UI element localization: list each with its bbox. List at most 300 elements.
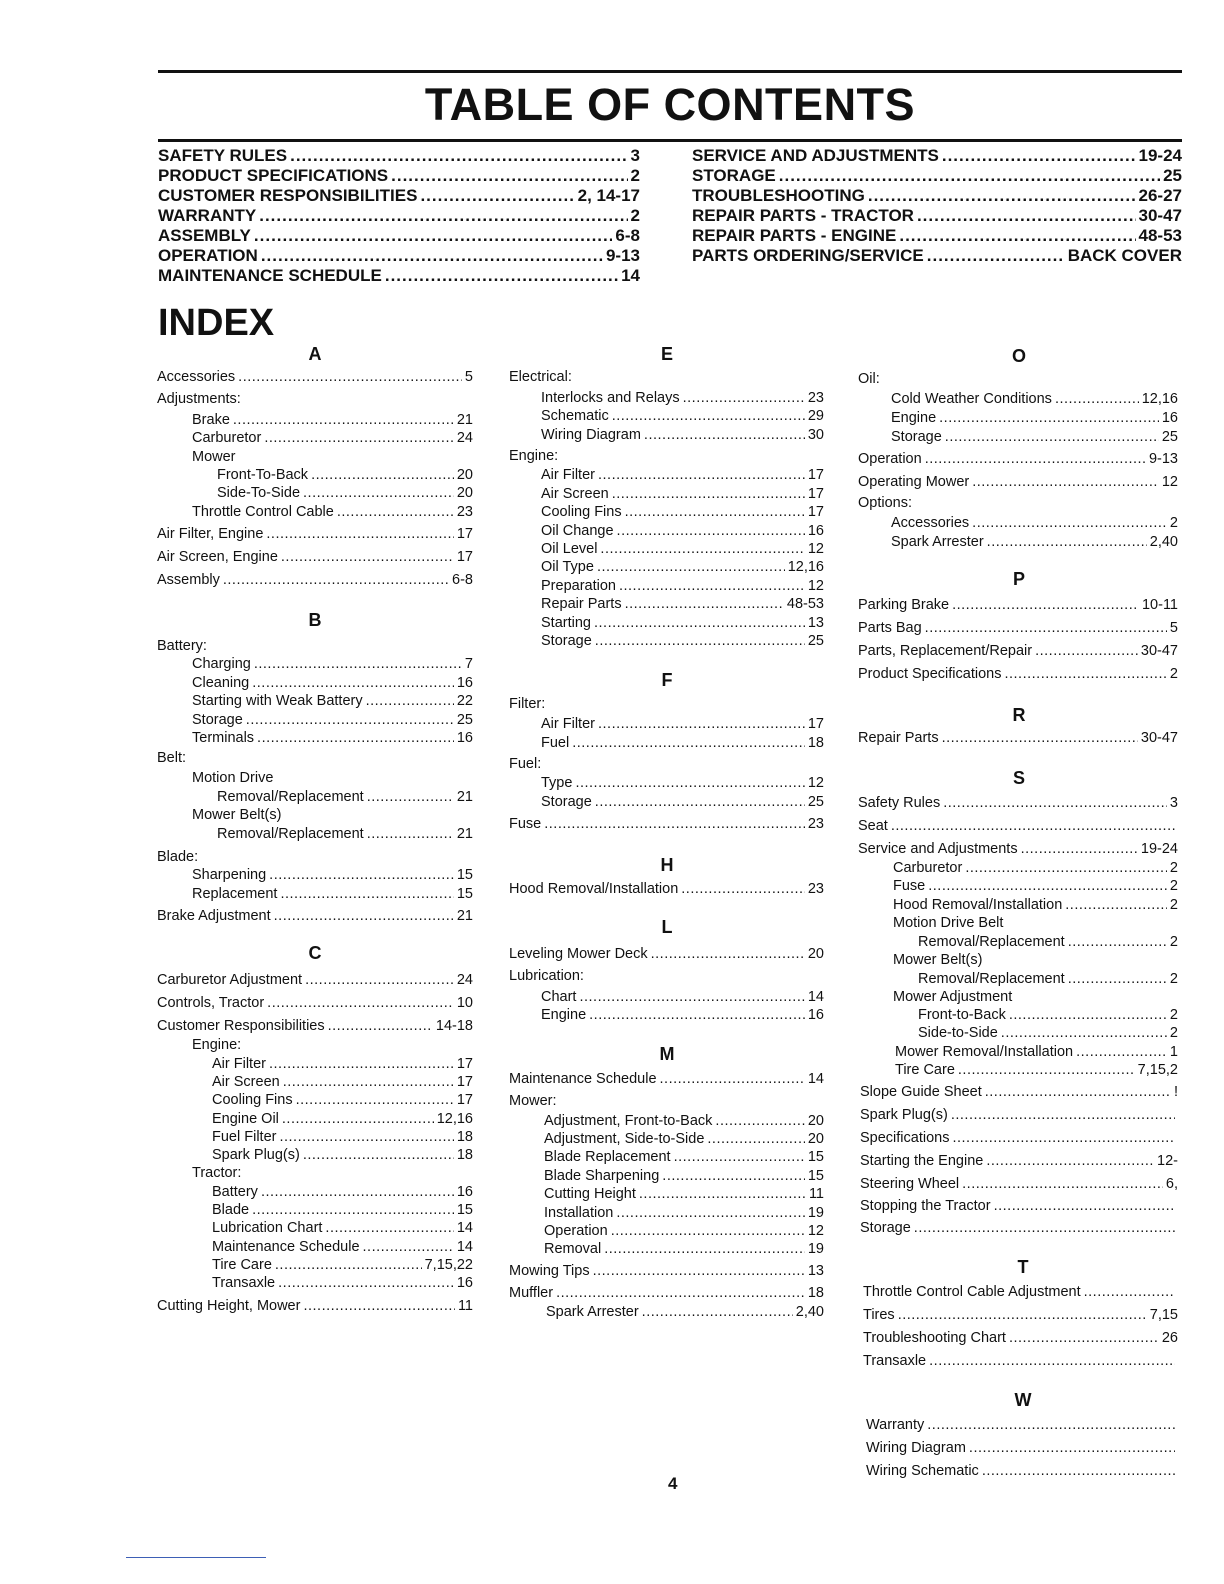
index-entry-label: Lubrication Chart: [212, 1220, 323, 1236]
index-entry-label: Options:: [858, 495, 912, 511]
index-entry-label: Blade:: [157, 849, 199, 865]
leader-dots: [598, 715, 805, 733]
index-entry: [509, 815, 824, 833]
index-entry-page: 23: [456, 504, 473, 520]
index-entry: [860, 1083, 1178, 1101]
index-entry: [860, 1175, 1178, 1193]
leader-dots: [246, 711, 454, 729]
leader-dots: [662, 1167, 805, 1185]
index-entry: [157, 971, 473, 989]
index-entry-label: Engine: [541, 1007, 587, 1023]
index-entry-label: Oil:: [858, 371, 880, 387]
index-entry: [541, 522, 824, 540]
index-entry: [918, 1024, 1178, 1042]
index-entry-label: Oil Type: [541, 559, 594, 575]
index-entry: [858, 370, 1178, 388]
index-entry: [157, 749, 473, 767]
index-entry: [192, 885, 473, 903]
index-entry-label: Fuel:: [509, 756, 542, 772]
index-entry-label: Tires: [863, 1307, 895, 1323]
index-entry: [891, 409, 1178, 427]
leader-dots: [303, 484, 454, 502]
index-entry-page: !: [1173, 1084, 1178, 1100]
index-entry-page: 2: [1169, 897, 1178, 913]
index-entry: [858, 450, 1178, 468]
leader-dots: [275, 1256, 422, 1274]
index-entry-label: Preparation: [541, 578, 616, 594]
index-entry-label: Air Filter: [212, 1056, 266, 1072]
index-entry: [192, 769, 473, 787]
leader-dots: [942, 146, 1136, 166]
index-entry: [217, 466, 473, 484]
leader-dots: [660, 1070, 805, 1088]
index-entry-label: Troubleshooting Chart: [863, 1330, 1006, 1346]
index-entry: [212, 1055, 473, 1073]
index-entry-label: Cutting Height: [544, 1186, 636, 1202]
index-entry: [858, 665, 1178, 683]
leader-dots: [283, 1073, 454, 1091]
index-entry-page: 14: [807, 1071, 824, 1087]
index-entry-page: 2: [1169, 878, 1178, 894]
letter-b: B: [308, 610, 322, 630]
leader-dots: [644, 426, 805, 444]
leader-dots: [337, 503, 454, 521]
leader-dots: [891, 817, 1175, 835]
index-entry-page: 10-11: [1141, 597, 1178, 613]
index-entry-page: 18: [456, 1129, 473, 1145]
toc-entry-label: TROUBLESHOOTING: [692, 186, 865, 205]
index-entry-label: Engine Oil: [212, 1111, 279, 1127]
index-entry: [541, 614, 824, 632]
leader-dots: [363, 1238, 454, 1256]
index-entry: [891, 428, 1178, 446]
leader-dots: [385, 266, 618, 286]
index-entry: [544, 1167, 824, 1185]
leader-dots: [972, 473, 1159, 491]
index-entry-label: Assembly: [157, 572, 220, 588]
leader-dots: [600, 540, 804, 558]
index-entry-page: 7,15: [1149, 1307, 1178, 1323]
index-entry-page: 30: [807, 427, 824, 443]
index-entry-label: Interlocks and Relays: [541, 390, 680, 406]
index-entry-page: 2: [1169, 934, 1178, 950]
index-entry-label: Tractor:: [192, 1165, 242, 1181]
leader-dots: [269, 866, 454, 884]
index-entry-page: 14: [807, 989, 824, 1005]
index-entry-page: 21: [456, 908, 473, 924]
index-entry-page: 6,: [1165, 1176, 1178, 1192]
toc-entry-page: 14: [621, 266, 640, 285]
index-entry-label: Fuel: [541, 735, 570, 751]
index-entry-label: Product Specifications: [858, 666, 1002, 682]
index-entry: [858, 840, 1178, 858]
leader-dots: [917, 206, 1136, 226]
leader-dots: [969, 1439, 1175, 1457]
leader-dots: [982, 1462, 1175, 1480]
index-entry: [866, 1439, 1178, 1457]
index-entry-label: Warranty: [866, 1417, 925, 1433]
index-entry: [509, 1284, 824, 1302]
toc-entry-label: SERVICE AND ADJUSTMENTS: [692, 146, 939, 165]
index-entry-page: 15: [456, 1202, 473, 1218]
index-entry: [509, 1070, 824, 1088]
index-entry-label: Maintenance Schedule: [509, 1071, 657, 1087]
index-entry: [858, 729, 1178, 747]
index-entry-page: 20: [807, 1131, 824, 1147]
toc-entry-page: 6-8: [615, 226, 640, 245]
index-entry: [858, 817, 1178, 835]
toc-entry: [692, 226, 1182, 246]
index-entry-label: Carburetor Adjustment: [157, 972, 303, 988]
leader-dots: [366, 692, 454, 710]
index-entry: [544, 1240, 824, 1258]
index-entry-label: Mowing Tips: [509, 1263, 590, 1279]
index-entry: [157, 390, 473, 408]
index-entry-page: 17: [456, 1092, 473, 1108]
leader-dots: [367, 788, 454, 806]
index-entry-page: 11: [457, 1298, 473, 1314]
index-entry: [866, 1462, 1178, 1480]
index-entry: [157, 1017, 473, 1035]
index-entry-page: 21: [456, 789, 473, 805]
index-entry-label: Mower Belt(s): [893, 952, 983, 968]
index-entry: [858, 473, 1178, 491]
leader-dots: [612, 485, 805, 503]
index-entry-page: 2: [1169, 1007, 1178, 1023]
index-entry: [893, 877, 1178, 895]
index-entry-label: Repair Parts: [858, 730, 939, 746]
leader-dots: [985, 1083, 1171, 1101]
leader-dots: [597, 558, 785, 576]
index-entry: [863, 1283, 1178, 1301]
index-entry-page: 5: [1169, 620, 1178, 636]
index-entry: [541, 407, 824, 425]
index-entry: [509, 755, 824, 773]
index-entry: [858, 794, 1178, 812]
index-entry-page: 12: [807, 1223, 824, 1239]
index-entry-page: 12: [807, 775, 824, 791]
index-entry-page: 48-53: [786, 596, 824, 612]
leader-dots: [1009, 1329, 1159, 1347]
index-entry-label: Storage: [891, 429, 942, 445]
index-entry-label: Carburetor: [192, 430, 262, 446]
index-entry: [157, 525, 473, 543]
toc-entry-page: 19-24: [1138, 146, 1182, 165]
index-entry: [157, 637, 473, 655]
index-entry-page: 30-47: [1140, 730, 1178, 746]
index-entry: [212, 1238, 473, 1256]
index-entry: [157, 571, 473, 589]
index-entry-label: Mower Adjustment: [893, 989, 1013, 1005]
index-entry: [212, 1110, 473, 1128]
leader-dots: [928, 877, 1167, 895]
index-entry: [893, 914, 1178, 932]
letter-e: E: [660, 344, 673, 364]
index-entry: [212, 1256, 473, 1274]
leader-dots: [264, 429, 454, 447]
index-entry: [895, 1043, 1178, 1061]
toc-entry-page: BACK COVER: [1067, 246, 1182, 265]
toc-entry: [158, 206, 640, 226]
index-entry-label: Type: [541, 775, 573, 791]
index-entry-label: Transaxle: [863, 1353, 927, 1369]
toc-entry-label: MAINTENANCE SCHEDULE: [158, 266, 382, 285]
index-entry: [212, 1146, 473, 1164]
leader-dots: [595, 793, 805, 811]
index-entry-label: Operation: [544, 1223, 608, 1239]
leader-dots: [612, 407, 805, 425]
index-entry-label: Belt:: [157, 750, 187, 766]
index-entry-page: 2,40: [1149, 534, 1178, 550]
index-entry-label: Removal: [544, 1241, 602, 1257]
leader-dots: [868, 186, 1136, 206]
index-entry-label: Throttle Control Cable Adjustment: [863, 1284, 1081, 1300]
index-entry-page: 30-47: [1140, 643, 1178, 659]
index-entry-page: 12: [807, 578, 824, 594]
toc-entry-label: OPERATION: [158, 246, 258, 265]
leader-dots: [642, 1303, 793, 1321]
index-entry-page: 2,40: [795, 1304, 824, 1320]
index-entry-label: Storage: [541, 794, 592, 810]
letter-l: L: [661, 917, 673, 937]
index-entry-label: Storage: [541, 633, 592, 649]
leader-dots: [420, 186, 574, 206]
leader-dots: [987, 533, 1147, 551]
index-entry: [891, 533, 1178, 551]
toc-entry-page: 9-13: [605, 246, 640, 265]
toc-entry-label: REPAIR PARTS - TRACTOR: [692, 206, 914, 225]
index-entry-label: Spark Plug(s): [212, 1147, 300, 1163]
leader-dots: [311, 466, 454, 484]
index-entry-page: 19: [807, 1241, 824, 1257]
index-entry-label: Stopping the Tractor: [860, 1198, 991, 1214]
leader-dots: [282, 1110, 434, 1128]
leader-dots: [965, 859, 1167, 877]
index-entry-page: 17: [456, 549, 473, 565]
leader-dots: [305, 971, 454, 989]
index-entry: [217, 788, 473, 806]
index-entry: [541, 1006, 824, 1024]
index-entry-label: Air Screen: [541, 486, 609, 502]
leader-dots: [572, 734, 805, 752]
toc-entry-label: STORAGE: [692, 166, 776, 185]
index-entry-label: Adjustments:: [157, 391, 241, 407]
index-entry-label: Removal/Replacement: [217, 789, 364, 805]
toc-entry-label: PRODUCT SPECIFICATIONS: [158, 166, 389, 185]
leader-dots: [223, 571, 449, 589]
leader-dots: [598, 466, 805, 484]
leader-dots: [962, 1175, 1163, 1193]
index-entry-page: 16: [456, 730, 473, 746]
leader-dots: [674, 1148, 805, 1166]
index-entry-label: Accessories: [891, 515, 970, 531]
index-entry-label: Accessories: [157, 369, 236, 385]
leader-dots: [575, 774, 804, 792]
index-entry: [541, 988, 824, 1006]
index-entry-label: Spark Arrester: [546, 1304, 639, 1320]
index-entry: [157, 994, 473, 1012]
index-entry: [895, 1061, 1178, 1079]
index-entry: [893, 951, 1178, 969]
index-entry: [509, 945, 824, 963]
index-entry-page: 12-: [1157, 1153, 1178, 1169]
index-entry: [860, 1197, 1178, 1215]
index-entry: [541, 595, 824, 613]
leader-dots: [303, 1297, 454, 1315]
index-entry-label: Cutting Height, Mower: [157, 1298, 301, 1314]
leader-dots: [261, 246, 603, 266]
index-entry-page: 23: [807, 390, 824, 406]
index-entry: [192, 806, 473, 824]
index-entry-page: 18: [807, 1285, 824, 1301]
index-entry-page: 14-18: [435, 1018, 473, 1034]
index-entry: [541, 774, 824, 792]
index-entry: [541, 503, 824, 521]
index-entry-label: Cold Weather Conditions: [891, 391, 1052, 407]
index-entry: [541, 466, 824, 484]
index-entry-label: Electrical:: [509, 369, 572, 385]
index-entry-page: 6-8: [452, 572, 473, 588]
index-entry-label: Carburetor: [893, 860, 963, 876]
index-entry-page: 16: [1161, 410, 1178, 426]
index-entry-page: 15: [807, 1149, 824, 1165]
index-entry-label: Controls, Tractor: [157, 995, 265, 1011]
index-entry-label: Air Filter: [541, 716, 595, 732]
toc-entry-page: 2, 14-17: [577, 186, 640, 205]
leader-dots: [683, 389, 805, 407]
toc-entry-page: 2: [630, 166, 640, 185]
leader-dots: [942, 729, 1138, 747]
leader-dots: [616, 1204, 805, 1222]
toc-entry-label: PARTS ORDERING/SERVICE: [692, 246, 924, 265]
index-entry-page: 14: [456, 1220, 473, 1236]
index-entry-page: 3: [1169, 795, 1178, 811]
index-entry-label: Seat: [858, 818, 888, 834]
index-entry: [541, 715, 824, 733]
toc-entry-label: WARRANTY: [158, 206, 257, 225]
leader-dots: [1076, 1043, 1167, 1061]
index-entry: [541, 485, 824, 503]
index-entry: [860, 1129, 1178, 1147]
index-entry: [509, 880, 824, 898]
leader-dots: [651, 945, 805, 963]
index-entry-label: Lubrication:: [509, 968, 584, 984]
toc-entry-page: 48-53: [1138, 226, 1182, 245]
top-rule: [158, 70, 1182, 73]
index-entry: [858, 494, 1178, 512]
index-entry-label: Transaxle: [212, 1275, 276, 1291]
index-entry-label: Motion Drive Belt: [893, 915, 1004, 931]
index-entry-page: 2: [1169, 666, 1178, 682]
index-entry-page: 16: [456, 1275, 473, 1291]
leader-dots: [943, 794, 1167, 812]
index-entry: [157, 848, 473, 866]
index-entry-label: Front-to-Back: [918, 1007, 1006, 1023]
index-entry-page: 16: [807, 1007, 824, 1023]
leader-dots: [625, 595, 784, 613]
index-entry-page: 17: [456, 1074, 473, 1090]
index-entry: [918, 1006, 1178, 1024]
index-entry-page: 17: [456, 1056, 473, 1072]
index-entry-label: Safety Rules: [858, 795, 941, 811]
index-entry-page: 29: [807, 408, 824, 424]
index-entry-label: Replacement: [192, 886, 278, 902]
index-entry: [541, 558, 824, 576]
index-entry-page: 7: [464, 656, 473, 672]
index-entry: [192, 866, 473, 884]
toc-entry-label: ASSEMBLY: [158, 226, 251, 245]
index-entry-page: 19: [807, 1205, 824, 1221]
index-entry-label: Oil Change: [541, 523, 614, 539]
index-entry: [860, 1106, 1178, 1124]
leader-dots: [1004, 665, 1166, 683]
index-entry-page: 25: [456, 712, 473, 728]
index-entry-page: 5: [464, 369, 473, 385]
toc-entry-page: 25: [1163, 166, 1182, 185]
index-entry: [157, 368, 473, 386]
leader-dots: [259, 206, 627, 226]
leader-dots: [1001, 1024, 1167, 1042]
leader-dots: [951, 1106, 1175, 1124]
index-entry-label: Tire Care: [212, 1257, 272, 1273]
toc-entry: [158, 266, 640, 286]
leader-dots: [619, 577, 805, 595]
letter-c: C: [308, 943, 322, 963]
index-entry-page: 2: [1169, 515, 1178, 531]
leader-dots: [952, 1129, 1175, 1147]
toc-entry-page: 2: [630, 206, 640, 225]
leader-dots: [617, 522, 805, 540]
index-entry-page: 17: [807, 467, 824, 483]
index-entry-page: 17: [807, 504, 824, 520]
index-entry-page: 7,15,22: [424, 1257, 473, 1273]
leader-dots: [281, 548, 454, 566]
index-entry-page: 13: [807, 615, 824, 631]
index-entry-label: Air Screen: [212, 1074, 280, 1090]
index-entry: [212, 1274, 473, 1292]
index-entry: [509, 1092, 824, 1110]
index-entry: [544, 1222, 824, 1240]
index-entry-label: Throttle Control Cable: [192, 504, 334, 520]
index-entry-label: Repair Parts: [541, 596, 622, 612]
index-entry-page: 26: [1161, 1330, 1178, 1346]
index-entry-page: 14: [456, 1239, 473, 1255]
index-entry-page: 16: [456, 675, 473, 691]
toc-entry: [692, 166, 1182, 186]
index-entry: [192, 1164, 473, 1182]
index-entry-page: 17: [807, 716, 824, 732]
leader-dots: [233, 411, 454, 429]
index-entry-label: Air Filter: [541, 467, 595, 483]
index-entry-label: Battery:: [157, 638, 207, 654]
index-entry-label: Parking Brake: [858, 597, 950, 613]
index-entry-label: Removal/Replacement: [918, 934, 1065, 950]
toc-entry-label: REPAIR PARTS - ENGINE: [692, 226, 897, 245]
index-entry-page: 12,16: [787, 559, 824, 575]
index-entry-label: Wiring Schematic: [866, 1463, 979, 1479]
leader-dots: [604, 1240, 805, 1258]
index-entry-label: Adjustment, Side-to-Side: [544, 1131, 705, 1147]
index-entry: [217, 484, 473, 502]
leader-dots: [579, 988, 804, 1006]
index-entry-label: Air Screen, Engine: [157, 549, 278, 565]
leader-dots: [1035, 642, 1138, 660]
index-entry: [891, 390, 1178, 408]
index-entry-page: 21: [456, 826, 473, 842]
index-entry-page: 11: [808, 1186, 824, 1202]
index-entry-label: Parts Bag: [858, 620, 922, 636]
index-entry-label: Spark Plug(s): [860, 1107, 948, 1123]
